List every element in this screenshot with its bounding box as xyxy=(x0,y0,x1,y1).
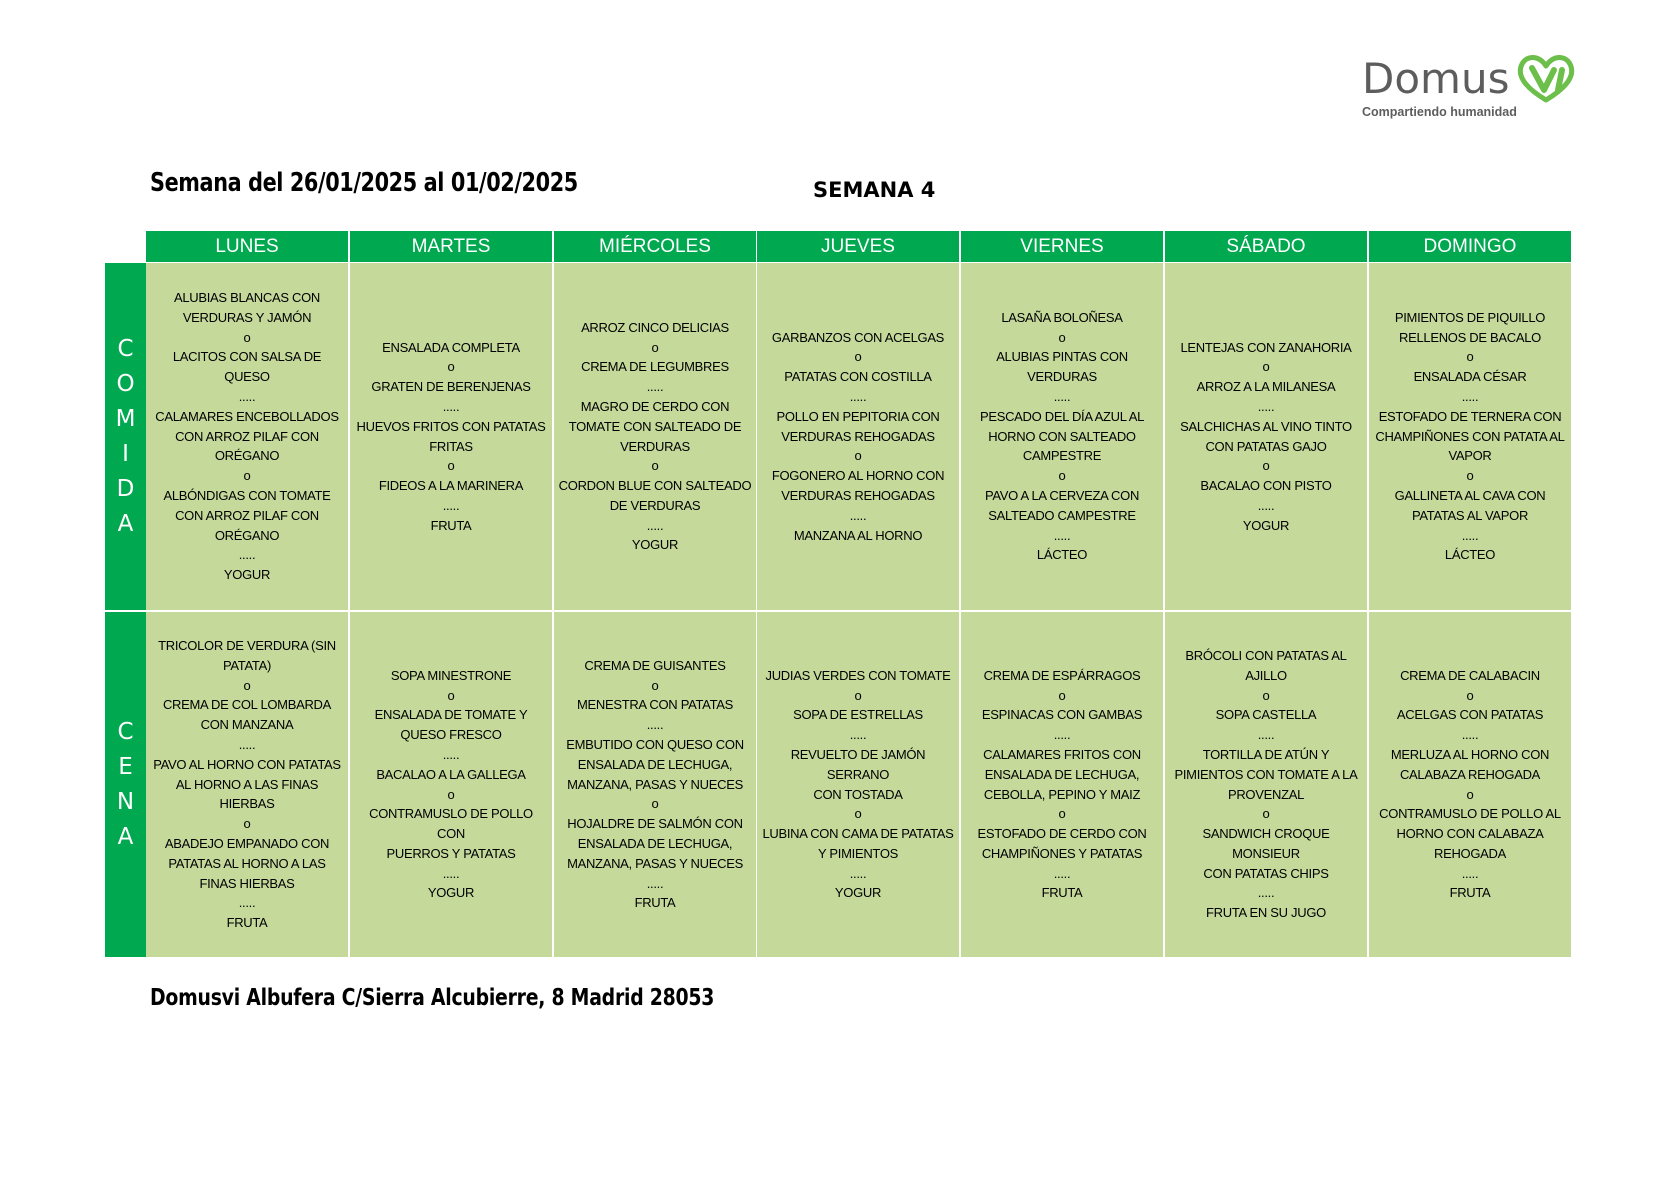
meal-label-letter: I xyxy=(122,440,129,467)
menu-line: ENSALADA DE LECHUGA, xyxy=(577,835,733,851)
menu-line: HORNO CON CALABAZA xyxy=(1396,826,1544,842)
menu-cell xyxy=(961,612,1163,957)
menu-line: CAMPESTRE xyxy=(1022,448,1102,464)
menu-line: o xyxy=(243,468,251,484)
menu-line: ESTOFADO DE CERDO CON xyxy=(977,826,1147,842)
menu-cell xyxy=(146,263,348,610)
menu-line: GRATEN DE BERENJENAS xyxy=(371,379,531,395)
menu-line: o xyxy=(447,687,455,703)
menu-line: REHOGADA xyxy=(1433,845,1506,861)
menu-cell xyxy=(1369,612,1571,957)
logo-tagline: Compartiendo humanidad xyxy=(1362,105,1517,119)
menu-line: o xyxy=(1058,468,1066,484)
menu-line: BACALAO A LA GALLEGA xyxy=(376,766,526,782)
menu-line: o xyxy=(243,677,251,693)
menu-line: CREMA DE ESPÁRRAGOS xyxy=(983,667,1141,683)
menu-line: o xyxy=(1262,359,1270,375)
menu-line: POLLO EN PEPITORIA CON xyxy=(776,408,940,424)
menu-line: ABADEJO EMPANADO CON xyxy=(164,835,330,851)
menu-line: FRUTA xyxy=(1449,885,1491,901)
menu-line: VERDURAS REHOGADAS xyxy=(781,487,935,503)
meal-label-letter: D xyxy=(116,475,135,502)
menu-line: ALBÓNDIGAS CON TOMATE xyxy=(163,487,331,503)
menu-line: o xyxy=(1466,786,1474,802)
menu-line: o xyxy=(1058,687,1066,703)
menu-line: o xyxy=(651,677,659,693)
menu-line: ..... xyxy=(1257,727,1275,743)
menu-line: FIDEOS A LA MARINERA xyxy=(378,478,524,494)
menu-line: VAPOR xyxy=(1448,448,1492,464)
menu-line: QUESO FRESCO xyxy=(400,727,502,743)
menu-line: ..... xyxy=(1257,497,1275,513)
menu-line: ..... xyxy=(1461,727,1479,743)
menu-line: ..... xyxy=(646,379,664,395)
menu-line: PAVO AL HORNO CON PATATAS xyxy=(153,756,341,772)
menu-line: PATATAS AL HORNO A LAS xyxy=(168,855,326,871)
menu-line: DE VERDURAS xyxy=(609,497,701,513)
menu-line: ..... xyxy=(849,389,867,404)
menu-line: ..... xyxy=(849,865,867,881)
meal-label-letter: O xyxy=(116,370,135,397)
menu-line: SALCHICHAS AL VINO TINTO xyxy=(1180,418,1352,434)
menu-line: CHAMPIÑONES CON PATATA AL xyxy=(1375,428,1565,444)
day-header-1: LUNES xyxy=(146,231,348,262)
menu-line: FRUTA xyxy=(430,517,472,533)
meal-label-letter: C xyxy=(117,335,134,362)
menu-line: ALUBIAS PINTAS CON xyxy=(996,349,1128,365)
menu-line: VERDURAS Y JAMÓN xyxy=(182,309,312,325)
menu-cell xyxy=(961,263,1163,610)
menu-line: ..... xyxy=(238,895,256,911)
menu-line: GARBANZOS CON ACELGAS xyxy=(771,329,945,345)
menu-line: o xyxy=(447,458,455,474)
menu-line: o xyxy=(854,448,862,464)
menu-line: SOPA CASTELLA xyxy=(1215,707,1317,723)
menu-line: MANZANA, PASAS Y NUECES xyxy=(567,855,743,871)
menu-line: HORNO CON SALTEADO xyxy=(988,428,1136,444)
menu-line: CON PATATAS CHIPS xyxy=(1203,865,1329,881)
menu-line: o xyxy=(447,786,455,802)
menu-line: LUBINA CON CAMA DE PATATAS xyxy=(762,826,954,842)
menu-line: LACITOS CON SALSA DE QUESO xyxy=(172,349,322,385)
menu-line: YOGUR xyxy=(631,537,679,553)
menu-line: ..... xyxy=(1461,527,1479,543)
menu-line: CON TOSTADA xyxy=(813,786,903,802)
menu-line: CON ARROZ PILAF CON xyxy=(175,428,319,444)
meal-label-letter: A xyxy=(117,510,134,537)
menu-line: RELLENOS DE BACALO xyxy=(1399,329,1541,345)
menu-line: ..... xyxy=(238,737,256,752)
menu-line: o xyxy=(447,359,455,375)
menu-line: FINAS HIERBAS xyxy=(199,875,295,891)
menu-line: HOJALDRE DE SALMÓN CON xyxy=(567,816,743,832)
menu-line: PESCADO DEL DÍA AZUL AL xyxy=(979,408,1145,424)
menu-line: HUEVOS FRITOS CON PATATAS xyxy=(356,418,546,434)
menu-cell xyxy=(757,263,959,610)
menu-line: ENSALADA DE TOMATE Y xyxy=(374,707,528,723)
meal-label-comida xyxy=(105,263,146,610)
menu-line: TOMATE CON SALTEADO DE xyxy=(568,418,742,434)
menu-cell xyxy=(757,612,959,957)
menu-line: ACELGAS CON PATATAS xyxy=(1396,707,1544,723)
meal-label-letter: N xyxy=(116,788,135,815)
menu-line: o xyxy=(854,349,862,365)
menu-line: o xyxy=(1466,687,1474,703)
menu-line: ORÉGANO xyxy=(214,527,280,543)
menu-line: MANZANA, PASAS Y NUECES xyxy=(567,776,743,792)
menu-line: YOGUR xyxy=(223,567,271,583)
menu-cell xyxy=(350,263,552,610)
menu-line: ..... xyxy=(238,389,256,404)
menu-line: o xyxy=(651,458,659,474)
menu-line: o xyxy=(1262,806,1270,822)
menu-line: ESPINACAS CON GAMBAS xyxy=(981,707,1143,723)
menu-line: YOGUR xyxy=(1242,517,1290,533)
day-header-3: MIÉRCOLES xyxy=(554,231,756,262)
menu-line: ..... xyxy=(646,875,664,891)
menu-line: ..... xyxy=(1053,865,1071,881)
meal-label-letter: C xyxy=(117,718,134,745)
menu-cell xyxy=(554,263,756,610)
menu-line: JUDIAS VERDES CON TOMATE xyxy=(765,667,951,683)
menu-line: PIMIENTOS CON TOMATE A LA xyxy=(1174,766,1358,782)
menu-line: ENSALADA DE LECHUGA, xyxy=(577,756,733,772)
menu-line: BRÓCOLI CON PATATAS AL xyxy=(1185,647,1347,663)
menu-line: BACALAO CON PISTO xyxy=(1200,478,1332,494)
menu-cell xyxy=(1369,263,1571,610)
menu-line: CALABAZA REHOGADA xyxy=(1399,766,1541,782)
menu-line: REVUELTO DE JAMÓN SERRANO xyxy=(790,746,926,782)
menu-line: LENTEJAS CON ZANAHORIA xyxy=(1180,339,1352,355)
menu-line: FOGONERO AL HORNO CON xyxy=(771,468,945,484)
menu-line: CREMA DE COL LOMBARDA xyxy=(162,697,332,713)
menu-line: ..... xyxy=(1257,885,1275,901)
menu-line: ..... xyxy=(442,497,460,513)
logo-heart-vi-icon xyxy=(1512,50,1582,110)
menu-line: PIMIENTOS DE PIQUILLO xyxy=(1394,309,1546,325)
menu-line: SOPA DE ESTRELLAS xyxy=(793,707,923,723)
menu-line: SALTEADO CAMPESTRE xyxy=(988,507,1136,523)
menu-cell xyxy=(1165,263,1367,610)
menu-line: ESTOFADO DE TERNERA CON xyxy=(1378,408,1562,424)
menu-line: ..... xyxy=(442,746,460,762)
menu-line: ..... xyxy=(1461,389,1479,404)
menu-line: ..... xyxy=(1053,389,1071,404)
day-header-5: VIERNES xyxy=(961,231,1163,262)
menu-line: PUERROS Y PATATAS xyxy=(386,845,516,861)
menu-line: CON ARROZ PILAF CON xyxy=(175,507,319,523)
menu-line: FRUTA EN SU JUGO xyxy=(1206,905,1326,921)
menu-line: AL HORNO A LAS FINAS HIERBAS xyxy=(175,776,319,812)
menu-line: o xyxy=(854,687,862,703)
menu-line: FRUTA xyxy=(634,895,676,911)
menu-line: ..... xyxy=(646,517,664,533)
menu-line: ..... xyxy=(646,717,664,733)
menu-line: ..... xyxy=(442,398,460,414)
week-number: SEMANA 4 xyxy=(813,178,936,202)
menu-line: FRUTA xyxy=(226,915,268,931)
menu-line: o xyxy=(1262,687,1270,703)
menu-line: FRITAS xyxy=(429,438,473,454)
menu-line: o xyxy=(1058,806,1066,822)
menu-line: PATATAS CON COSTILLA xyxy=(784,369,932,385)
week-title: Semana del 26/01/2025 al 01/02/2025 xyxy=(150,168,578,198)
menu-line: CONTRAMUSLO DE POLLO CON xyxy=(369,806,533,842)
day-header-2: MARTES xyxy=(350,231,552,262)
menu-line: o xyxy=(854,806,862,822)
menu-line: ENSALADA DE LECHUGA, xyxy=(984,766,1140,782)
menu-line: MANZANA AL HORNO xyxy=(793,527,923,543)
menu-line: ENSALADA CÉSAR xyxy=(1413,369,1527,385)
meal-label-letter: E xyxy=(118,753,133,780)
menu-line: o xyxy=(243,816,251,832)
menu-line: ARROZ CINCO DELICIAS xyxy=(581,319,729,335)
menu-line: MAGRO DE CERDO CON xyxy=(580,398,730,414)
menu-line: CON MANZANA xyxy=(200,717,294,733)
menu-line: ALUBIAS BLANCAS CON xyxy=(173,290,320,306)
logo-wordmark: Domus xyxy=(1362,54,1510,103)
menu-line: CORDON BLUE CON SALTEADO xyxy=(558,478,752,494)
menu-line: ..... xyxy=(1053,727,1071,743)
menu-cell xyxy=(350,612,552,957)
menu-line: ..... xyxy=(238,547,256,563)
address: Domusvi Albufera C/Sierra Alcubierre, 8 Madrid 28053 xyxy=(150,985,715,1011)
menu-line: ARROZ A LA MILANESA xyxy=(1196,379,1336,395)
menu-line: MENESTRA CON PATATAS xyxy=(576,697,734,713)
menu-cell xyxy=(146,612,348,957)
menu-line: o xyxy=(651,796,659,812)
menu-line: CON PATATAS GAJO xyxy=(1205,438,1327,454)
day-header-7: DOMINGO xyxy=(1369,231,1571,262)
menu-line: ..... xyxy=(1461,865,1479,881)
menu-line: CALAMARES ENCEBOLLADOS xyxy=(155,408,339,424)
menu-line: o xyxy=(1466,468,1474,484)
meal-label-letter: A xyxy=(117,823,134,850)
menu-line: ORÉGANO xyxy=(214,448,280,464)
menu-line: ..... xyxy=(1257,398,1275,414)
menu-line: o xyxy=(1466,349,1474,365)
menu-line: Y PIMIENTOS xyxy=(817,845,899,861)
menu-line: GALLINETA AL CAVA CON xyxy=(1394,487,1546,503)
menu-line: CHAMPIÑONES Y PATATAS xyxy=(981,845,1143,861)
menu-line: TRICOLOR DE VERDURA (SIN xyxy=(158,638,336,654)
menu-line: CONTRAMUSLO DE POLLO AL xyxy=(1379,806,1561,822)
menu-line: SOPA MINESTRONE xyxy=(390,667,512,683)
menu-line: YOGUR xyxy=(834,885,882,901)
menu-line: ..... xyxy=(849,727,867,743)
menu-line: SANDWICH CROQUE MONSIEUR xyxy=(1202,826,1330,861)
menu-cell xyxy=(554,612,756,957)
menu-line: CREMA DE CALABACIN xyxy=(1400,667,1540,683)
day-header-4: JUEVES xyxy=(757,231,959,262)
menu-line: LÁCTEO xyxy=(1036,547,1088,563)
menu-line: PAVO A LA CERVEZA CON xyxy=(984,487,1140,503)
menu-line: ..... xyxy=(1053,527,1071,543)
menu-line: CALAMARES FRITOS CON xyxy=(983,746,1141,762)
menu-line: CREMA DE LEGUMBRES xyxy=(581,359,729,375)
menu-line: o xyxy=(651,339,659,355)
menu-cell xyxy=(1165,612,1367,957)
day-header-6: SÁBADO xyxy=(1165,231,1367,262)
menu-line: VERDURAS xyxy=(620,438,690,454)
menu-line: YOGUR xyxy=(427,885,475,901)
menu-line: ENSALADA COMPLETA xyxy=(382,339,520,355)
menu-line: ..... xyxy=(849,507,867,523)
menu-line: o xyxy=(1262,458,1270,474)
menu-line: EMBUTIDO CON QUESO CON xyxy=(566,737,744,752)
menu-line: CEBOLLA, PEPINO Y MAIZ xyxy=(983,786,1141,802)
menu-line: o xyxy=(243,329,251,345)
menu-line: PROVENZAL xyxy=(1227,786,1305,802)
meal-label-letter: M xyxy=(115,405,136,432)
menu-line: FRUTA xyxy=(1041,885,1083,901)
menu-line: MERLUZA AL HORNO CON xyxy=(1390,746,1550,762)
menu-line: VERDURAS xyxy=(1027,369,1097,385)
menu-line: LÁCTEO xyxy=(1444,547,1496,563)
menu-line: CREMA DE GUISANTES xyxy=(584,657,726,673)
menu-line: o xyxy=(1058,329,1066,345)
menu-line: TORTILLA DE ATÚN Y xyxy=(1202,746,1330,762)
menu-line: AJILLO xyxy=(1245,667,1287,683)
menu-line: PATATAS AL VAPOR xyxy=(1411,507,1529,523)
menu-line: PATATA) xyxy=(223,657,271,673)
menu-line: VERDURAS REHOGADAS xyxy=(781,428,935,444)
domusvi-logo xyxy=(1362,50,1592,130)
meal-label-cena xyxy=(105,612,146,957)
menu-line: LASAÑA BOLOÑESA xyxy=(1001,309,1123,325)
menu-line: ..... xyxy=(442,865,460,881)
